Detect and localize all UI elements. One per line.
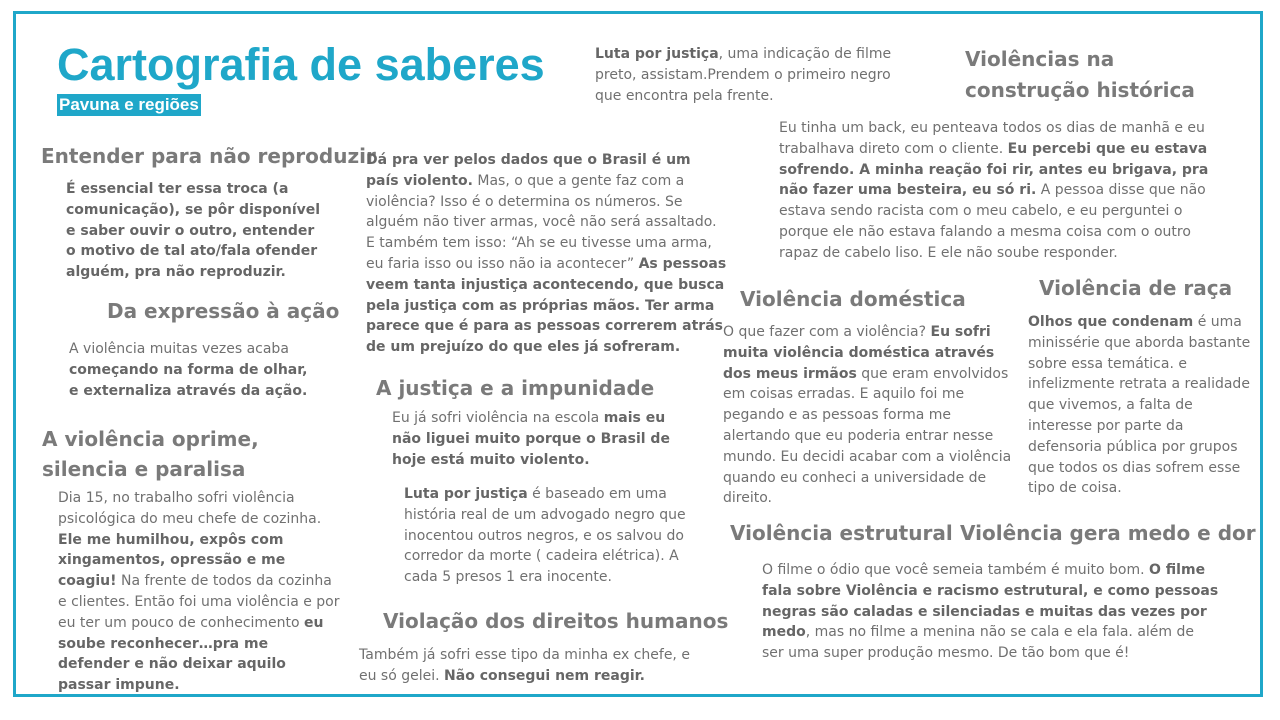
text-run: O filme o ódio que você semeia também é muito bom. xyxy=(762,562,1150,578)
text-run: Eu tinha um back, eu penteava todos os dias de manhã e eu trabalhava direto com o cliente. xyxy=(779,120,1205,157)
emphasis: Luta por justiça xyxy=(404,486,528,502)
emphasis: Luta por justiça xyxy=(595,46,719,62)
luta-intro-text xyxy=(595,44,900,106)
heading-violencias-historica: Violências na construção histórica xyxy=(965,47,1195,102)
text-run: A pessoa disse que não estava sendo racista com o meu cabelo, e eu perguntei o porque ele não estava falando a mesma coisa com o outro rapaz de cabelo liso. E ele não soube responder. xyxy=(779,182,1206,261)
text-run: Na frente de todos da cozinha e clientes. Então foi uma violência e por eu ter um pouco de conhecimento xyxy=(58,573,340,631)
heading-entender: Entender para não reproduzir xyxy=(41,144,376,168)
text-run: O que fazer com a violência? xyxy=(723,324,931,340)
heading-domestica: Violência doméstica xyxy=(740,287,966,311)
text-run: é baseado em uma história real de um advogado negro que inocentou outros negros, e os salvou do corredor da morte ( cadeira elétrica). A cada 5 presos 1 era inocente. xyxy=(404,486,686,586)
justica-text xyxy=(392,408,697,470)
emphasis: Ele me humilhou, expôs com xingamentos, opressão e me coagiu! xyxy=(58,531,286,590)
emphasis: mais eu não liguei muito porque o Brasil de hoje está muito violento. xyxy=(392,410,670,468)
violencias-historica-text xyxy=(779,118,1219,264)
heading-expressao: Da expressão à ação xyxy=(107,299,340,323)
emphasis: O filme fala sobre Violência e racismo estrutural, e como pessoas negras são caladas e silenciadas e muitas das vezes por medo xyxy=(762,562,1219,641)
page-title: Cartografia de saberes xyxy=(57,39,545,90)
medo-dor-text xyxy=(762,560,1220,664)
emphasis: Eu percebi que eu estava sofrendo. A minha reação foi rir, antes eu brigava, pra não fazer uma besteira, eu só ri. xyxy=(779,140,1209,199)
heading-medo-dor: Violência gera medo e dor xyxy=(960,521,1256,545)
heading-oprime: A violência oprime, silencia e paralisa xyxy=(42,427,259,481)
emphasis: Olhos que condenam xyxy=(1028,314,1194,330)
oprime-text xyxy=(58,488,343,696)
emphasis: eu soube reconhecer…pra me defender e não deixar aquilo passar impune. xyxy=(58,614,324,694)
text-run: A violência muitas vezes acaba xyxy=(69,341,289,357)
heading-justica: A justiça e a impunidade xyxy=(376,376,655,400)
emphasis: Eu sofri muita violência doméstica através dos meus irmãos xyxy=(723,324,995,382)
direitos-humanos-text xyxy=(359,645,699,687)
brasil-violento-text xyxy=(366,150,728,358)
text-run: , mas no filme a menina não se cala e ela fala. além de ser uma super produção mesmo. De tão bom que é! xyxy=(762,624,1195,662)
domestica-text xyxy=(723,322,1021,509)
text-run: Dia 15, no trabalho sofri violência psicológica do meu chefe de cozinha. xyxy=(58,490,322,527)
page-subtitle: Pavuna e regiões xyxy=(59,95,199,114)
heading-direitos-humanos: Violação dos direitos humanos xyxy=(383,609,729,633)
entender-text xyxy=(66,179,321,283)
luta-real-text xyxy=(404,484,694,588)
text-run: Mas, o que a gente faz com a violência? Isso é o determina os números. Se alguém não tiver armas, você não será assaltado. E também tem isso: “Ah se eu tivesse uma arma, eu faria isso ou isso não ia acontecer” xyxy=(366,172,717,272)
emphasis: Não consegui nem reagir. xyxy=(444,667,645,684)
heading-raca: Violência de raça xyxy=(1039,276,1233,300)
text-run: Também já sofri esse tipo da minha ex chefe, e eu só gelei. xyxy=(359,647,690,684)
emphasis: começando na forma de olhar, e externaliza através da ação. xyxy=(69,361,308,399)
text-run: , uma indicação de filme preto, assistam.Prendem o primeiro negro que encontra pela frente. xyxy=(595,46,892,104)
heading-estrutural: Violência estrutural xyxy=(730,521,953,545)
text-run: Eu já sofri violência na escola xyxy=(392,410,604,426)
emphasis: Dá pra ver pelos dados que o Brasil é um país violento. xyxy=(366,152,691,189)
expressao-text xyxy=(69,339,319,401)
text-run: que eram envolvidos em coisas erradas. E aquilo foi me pegando e as pessoas forma me alertando que eu poderia entrar nesse mundo. Eu decidi acabar com a violência quando eu conheci a universidade de direito. xyxy=(723,365,1012,507)
emphasis: As pessoas veem tanta injustiça acontecendo, que busca pela justiça com as próprias mãos. Ter arma parece que é para as pessoas correrem atrás de um prejuízo do que eles já sofreram. xyxy=(366,255,727,356)
text-run: é uma minissérie que aborda bastante sobre essa temática. e infelizmente retrata a realidade que vivemos, a falta de interesse por parte da defensoria pública por grupos que todos os dias sofrem esse tipo de coisa. xyxy=(1028,314,1251,497)
raca-text xyxy=(1028,312,1258,499)
emphasis: É essencial ter essa troca (a comunicação), se pôr disponível e saber ouvir o outro, entender o motivo de tal ato/fala ofender alguém, pra não reproduzir. xyxy=(66,181,321,281)
